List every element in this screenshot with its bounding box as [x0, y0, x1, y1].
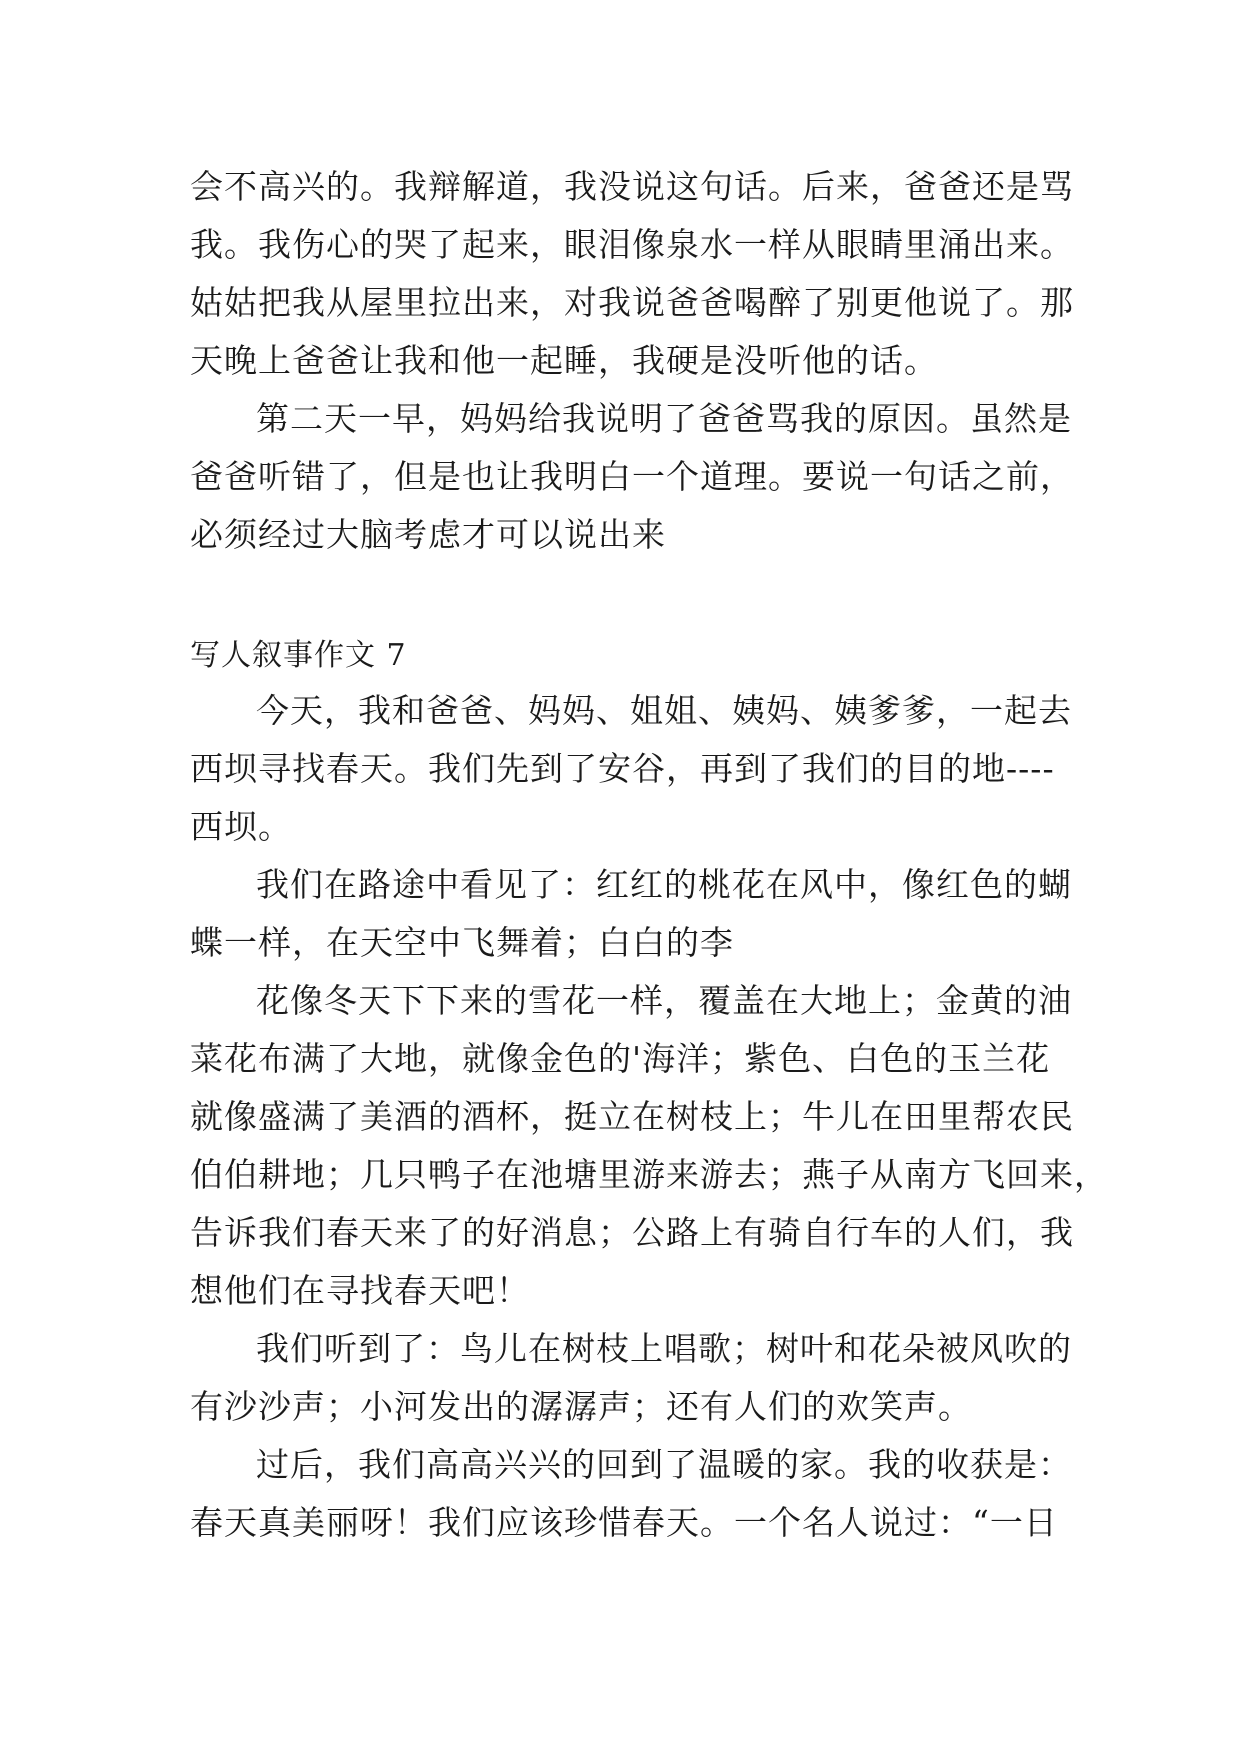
paragraph	[190, 158, 1074, 390]
paragraph	[190, 972, 1108, 1320]
text-line: 会不高兴的。我辩解道，我没说这句话。后来，爸爸还是骂	[190, 167, 1074, 206]
text-line: 过后，我们高高兴兴的回到了温暖的家。我的收获是：	[256, 1445, 1072, 1484]
paragraph	[190, 1320, 1070, 1436]
text-line: 必须经过大脑考虑才可以说出来	[190, 515, 666, 554]
text-line: 有沙沙声；小河发出的潺潺声；还有人们的欢笑声。	[190, 1387, 972, 1426]
text-line: 蝶一样，在天空中飞舞着；白白的李	[190, 923, 734, 962]
text-line: 就像盛满了美酒的酒杯，挺立在树枝上；牛儿在田里帮农民	[190, 1097, 1074, 1136]
text-line: 姑姑把我从屋里拉出来，对我说爸爸喝醉了别更他说了。那	[190, 283, 1074, 322]
text-line: 西坝寻找春天。我们先到了安谷，再到了我们的目的地----	[190, 749, 1055, 788]
paragraph	[190, 390, 1074, 564]
text-line: 天晚上爸爸让我和他一起睡，我硬是没听他的话。	[190, 341, 938, 380]
text-line: 我们在路途中看见了：红红的桃花在风中，像红色的蝴	[256, 865, 1072, 904]
paragraph	[190, 856, 1070, 972]
paragraph	[190, 682, 1070, 856]
text-line: 伯伯耕地；几只鸭子在池塘里游来游去；燕子从南方飞回来，	[190, 1155, 1108, 1194]
text-line: 想他们在寻找春天吧！	[190, 1271, 530, 1310]
text-line: 告诉我们春天来了的好消息；公路上有骑自行车的人们，我	[190, 1213, 1074, 1252]
text-line: 我。我伤心的哭了起来，眼泪像泉水一样从眼睛里涌出来。	[190, 225, 1074, 264]
section-title: 写人叙事作文 7	[190, 638, 407, 673]
text-line: 花像冬天下下来的雪花一样，覆盖在大地上；金黄的油	[256, 981, 1072, 1020]
text-line: 今天，我和爸爸、妈妈、姐姐、姨妈、姨爹爹，一起去	[256, 691, 1072, 730]
text-line: 我们听到了：鸟儿在树枝上唱歌；树叶和花朵被风吹的	[256, 1329, 1072, 1368]
text-line: 西坝。	[190, 807, 292, 846]
paragraph	[190, 1436, 1070, 1552]
text-line: 春天真美丽呀！我们应该珍惜春天。一个名人说过：“一日	[190, 1503, 1058, 1542]
text-line: 爸爸听错了，但是也让我明白一个道理。要说一句话之前，	[190, 457, 1074, 496]
text-line: 第二天一早，妈妈给我说明了爸爸骂我的原因。虽然是	[256, 399, 1072, 438]
text-line: 菜花布满了大地，就像金色的'海洋；紫色、白色的玉兰花	[190, 1039, 1051, 1078]
